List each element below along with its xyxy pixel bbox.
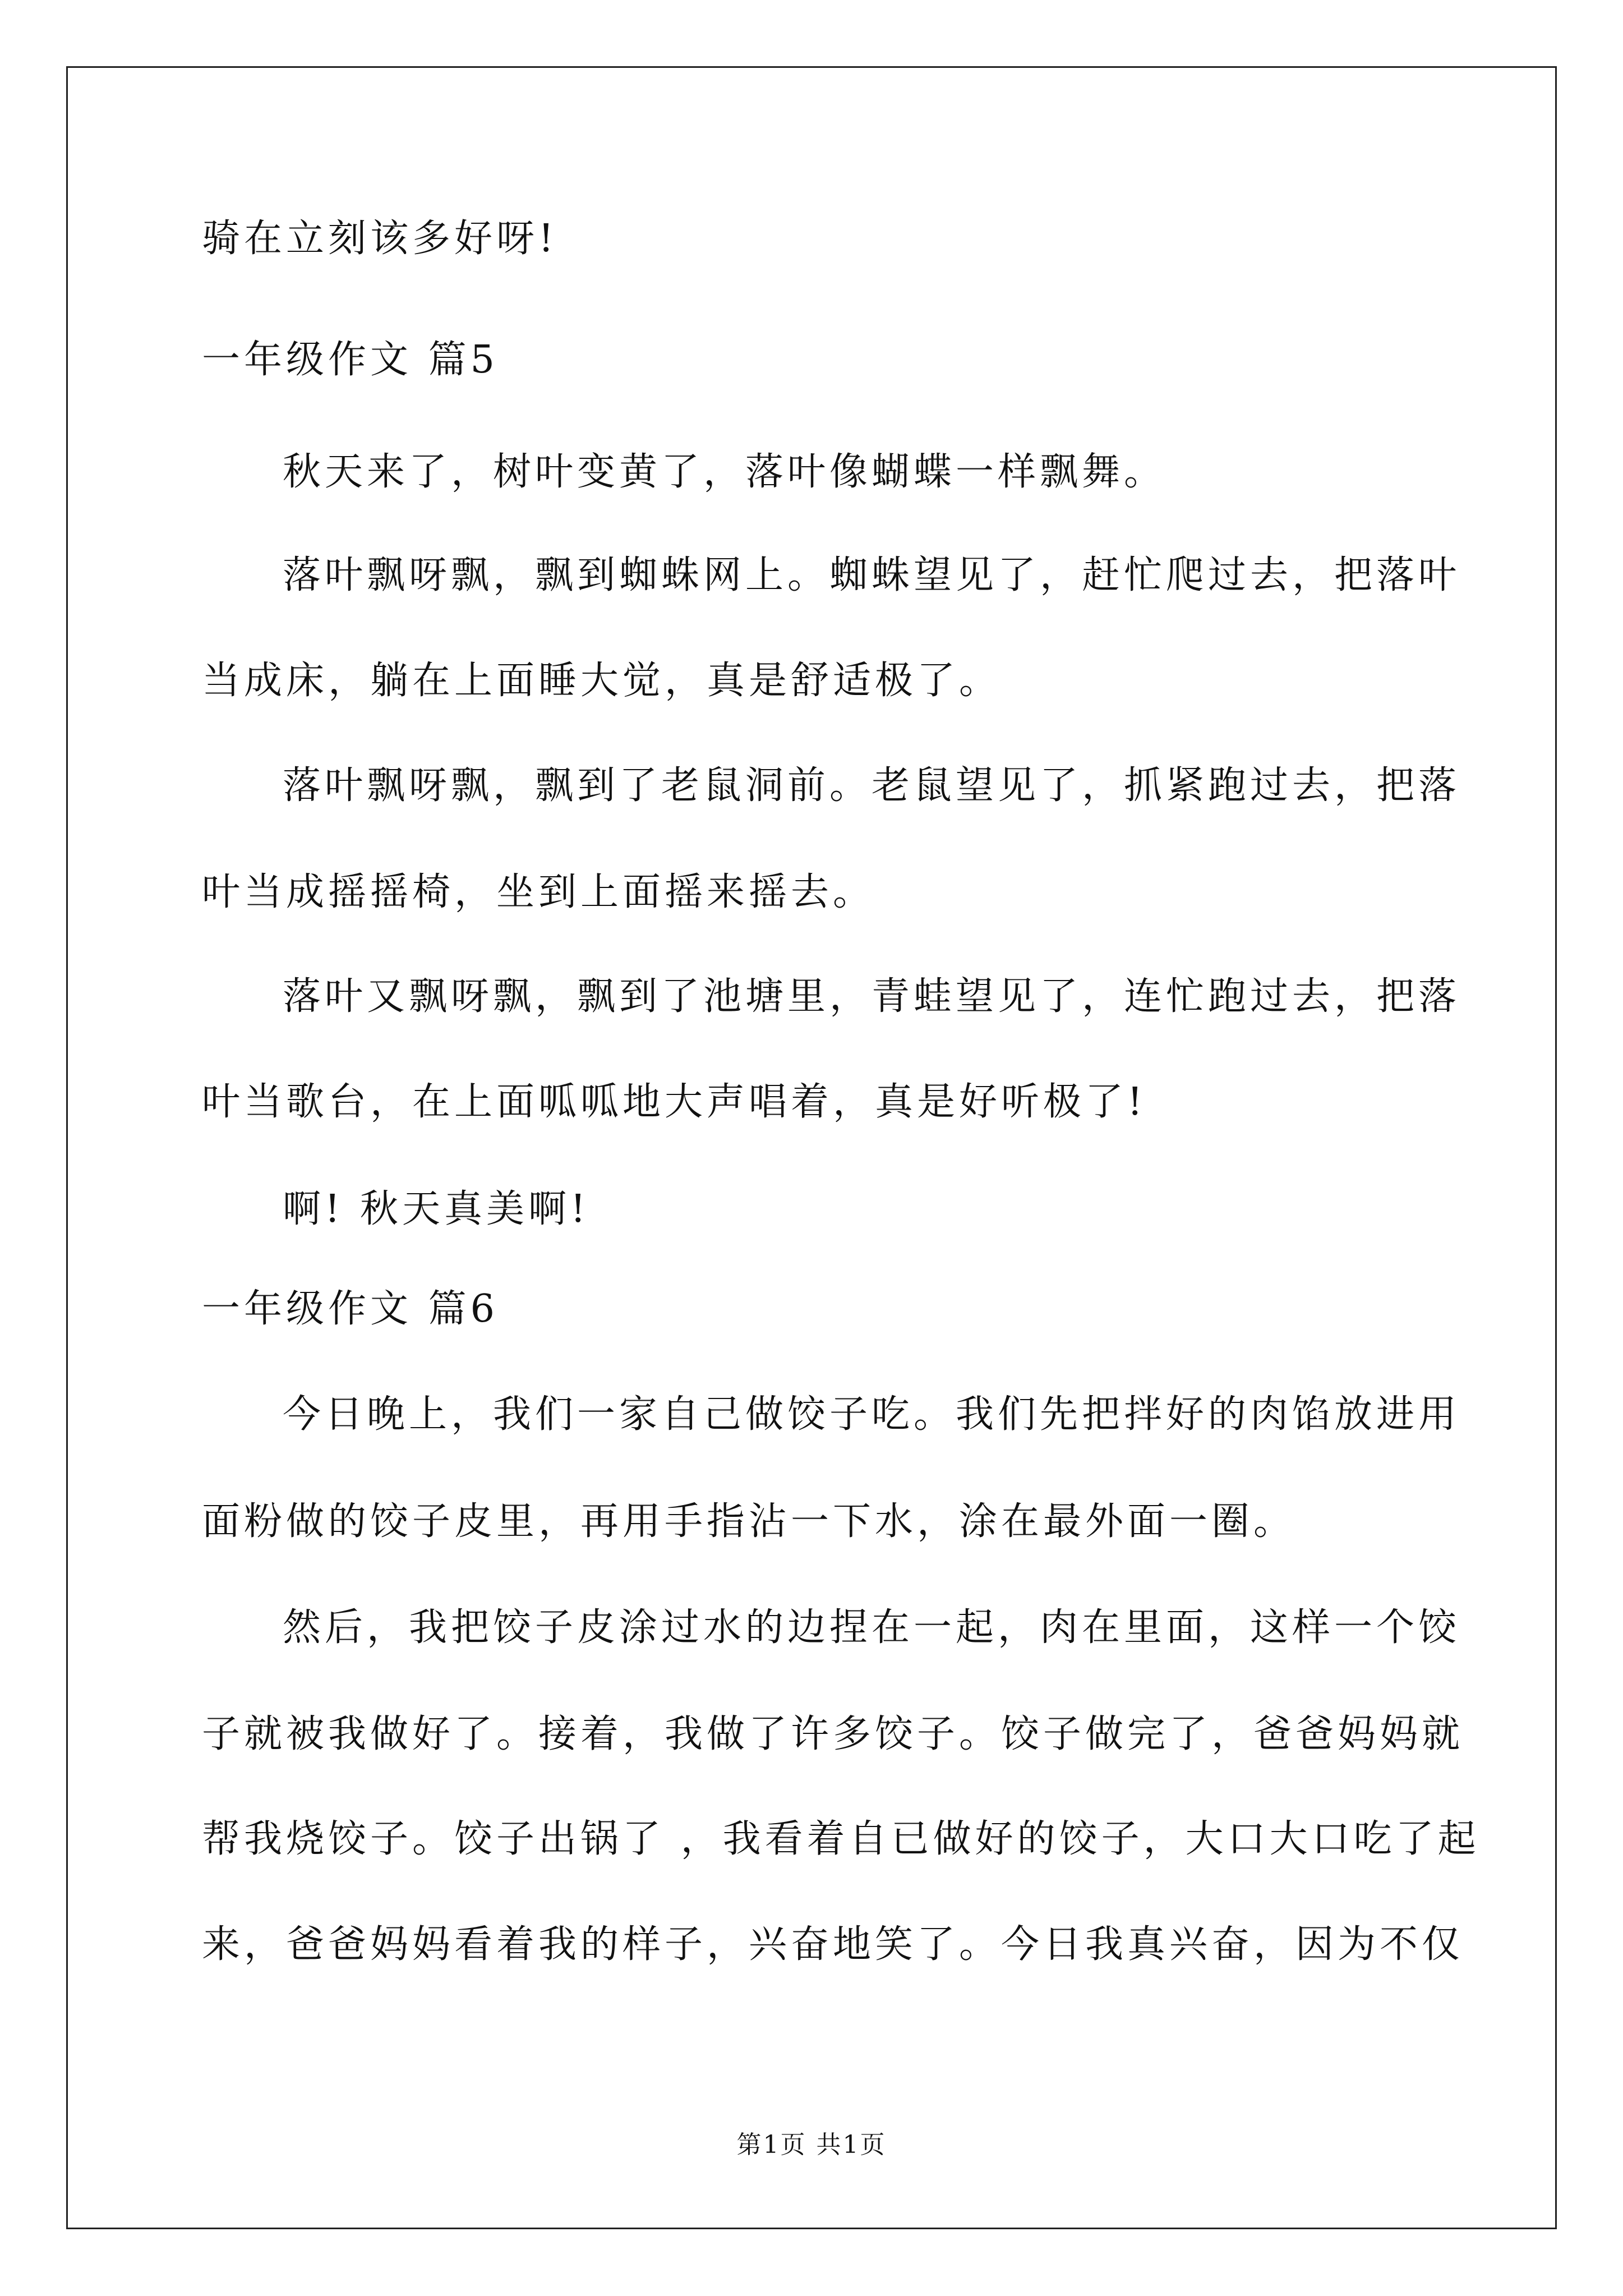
text-line-continuation: 骑在立刻该多好呀! bbox=[202, 217, 558, 261]
paragraph-line: 啊! 秋天真美啊! bbox=[283, 1187, 590, 1231]
paragraph-line: 叶当歌台，在上面呱呱地大声唱着，真是好听极了! bbox=[202, 1080, 1147, 1124]
paragraph-line: 然后，我把饺子皮涂过水的边捏在一起，肉在里面，这样一个饺 bbox=[283, 1605, 1461, 1650]
paragraph-line: 今日晚上，我们一家自己做饺子吃。我们先把拌好的肉馅放进用 bbox=[283, 1392, 1461, 1437]
paragraph-line: 子就被我做好了。接着，我做了许多饺子。饺子做完了，爸爸妈妈就 bbox=[202, 1712, 1464, 1756]
section-heading-6: 一年级作文 篇6 bbox=[202, 1287, 499, 1331]
page-number-footer: 第1页 共1页 bbox=[736, 2131, 887, 2159]
paragraph-line: 叶当成摇摇椅，坐到上面摇来摇去。 bbox=[202, 870, 875, 914]
paragraph-line: 面粉做的饺子皮里，再用手指沾一下水，涂在最外面一圈。 bbox=[202, 1499, 1296, 1544]
paragraph-line: 当成床，躺在上面睡大觉，真是舒适极了。 bbox=[202, 659, 1002, 703]
paragraph-line: 落叶又飘呀飘，飘到了池塘里，青蛙望见了，连忙跑过去，把落 bbox=[283, 974, 1461, 1019]
paragraph-line: 帮我烧饺子。饺子出锅了 ，我看着自已做好的饺子，大口大口吃了起 bbox=[202, 1817, 1480, 1861]
section-heading-5: 一年级作文 篇5 bbox=[202, 338, 499, 382]
paragraph-line: 落叶飘呀飘，飘到了老鼠洞前。老鼠望见了，抓紧跑过去，把落 bbox=[283, 763, 1461, 808]
page-border bbox=[66, 66, 1557, 2229]
paragraph-line: 秋天来了，树叶变黄了，落叶像蝴蝶一样飘舞。 bbox=[283, 450, 1166, 494]
paragraph-line: 来，爸爸妈妈看着我的样子，兴奋地笑了。今日我真兴奋，因为不仅 bbox=[202, 1922, 1464, 1967]
paragraph-line: 落叶飘呀飘，飘到蜘蛛网上。蜘蛛望见了，赶忙爬过去，把落叶 bbox=[283, 553, 1461, 597]
